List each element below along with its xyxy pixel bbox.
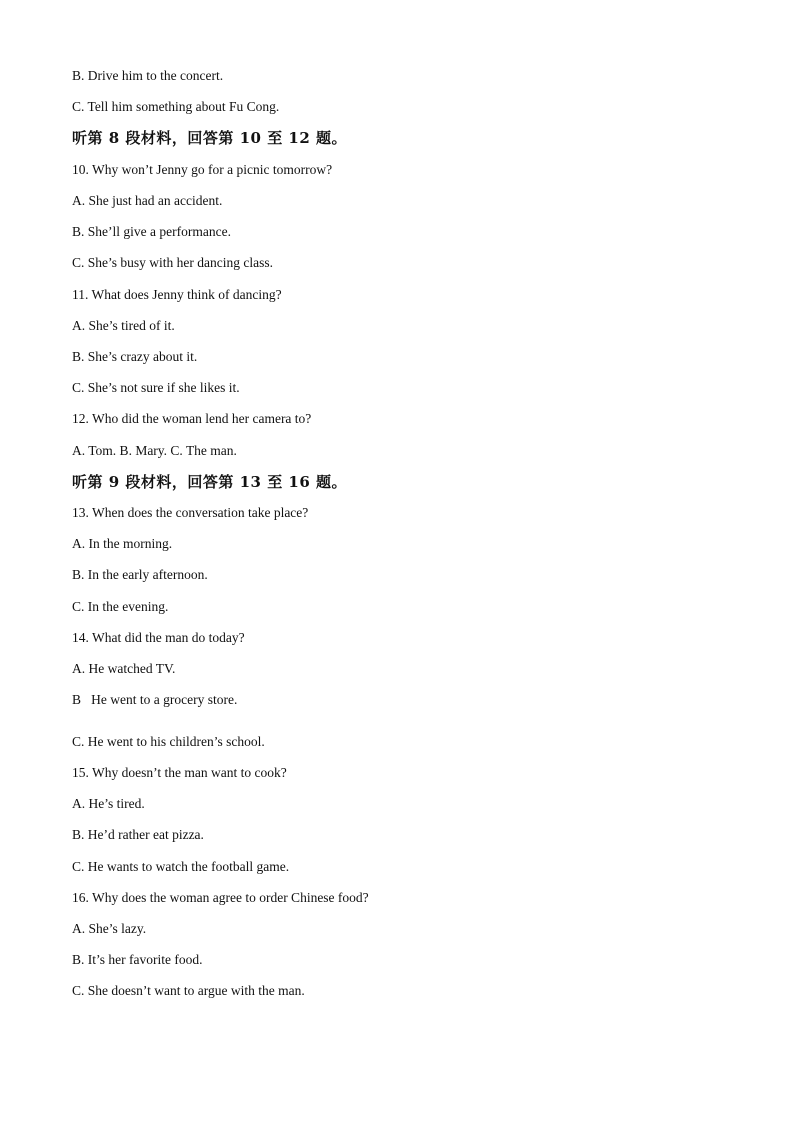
option-10a: A. She just had an accident. — [72, 193, 223, 208]
option-10b: B. She’ll give a performance. — [72, 224, 231, 239]
option-13b: B. In the early afternoon. — [72, 567, 208, 582]
option-11c: C. She’s not sure if she likes it. — [72, 380, 240, 395]
question-16: 16. Why does the woman agree to order Chinese food? — [72, 890, 369, 905]
question-15: 15. Why doesn’t the man want to cook? — [72, 765, 287, 780]
options-12: A. Tom. B. Mary. C. The man. — [72, 443, 237, 458]
option-16c: C. She doesn’t want to argue with the man. — [72, 983, 305, 998]
option-14c: C. He went to his children’s school. — [72, 734, 265, 749]
option-13c: C. In the evening. — [72, 599, 169, 614]
option-9c: C. Tell him something about Fu Cong. — [72, 99, 280, 114]
question-14: 14. What did the man do today? — [72, 630, 245, 645]
option-15a: A. He’s tired. — [72, 796, 145, 811]
section-heading-9: 听第 9 段材料，回答第 13 至 16 题。 — [72, 473, 348, 491]
option-15c: C. He wants to watch the football game. — [72, 859, 290, 874]
option-14b: B He went to a grocery store. — [72, 692, 238, 707]
option-15b: B. He’d rather eat pizza. — [72, 827, 204, 842]
option-16a: A. She’s lazy. — [72, 921, 147, 936]
section-heading-8: 听第 8 段材料，回答第 10 至 12 题。 — [72, 129, 348, 147]
option-13a: A. In the morning. — [72, 536, 173, 551]
option-10c: C. She’s busy with her dancing class. — [72, 255, 273, 270]
question-12: 12. Who did the woman lend her camera to? — [72, 411, 312, 426]
question-10: 10. Why won’t Jenny go for a picnic tomorrow? — [72, 162, 333, 177]
option-11a: A. She’s tired of it. — [72, 318, 175, 333]
option-9b: B. Drive him to the concert. — [72, 68, 224, 83]
question-13: 13. When does the conversation take place? — [72, 505, 309, 520]
option-11b: B. She’s crazy about it. — [72, 349, 198, 364]
option-14a: A. He watched TV. — [72, 661, 176, 676]
option-16b: B. It’s her favorite food. — [72, 952, 203, 967]
question-11: 11. What does Jenny think of dancing? — [72, 287, 282, 302]
